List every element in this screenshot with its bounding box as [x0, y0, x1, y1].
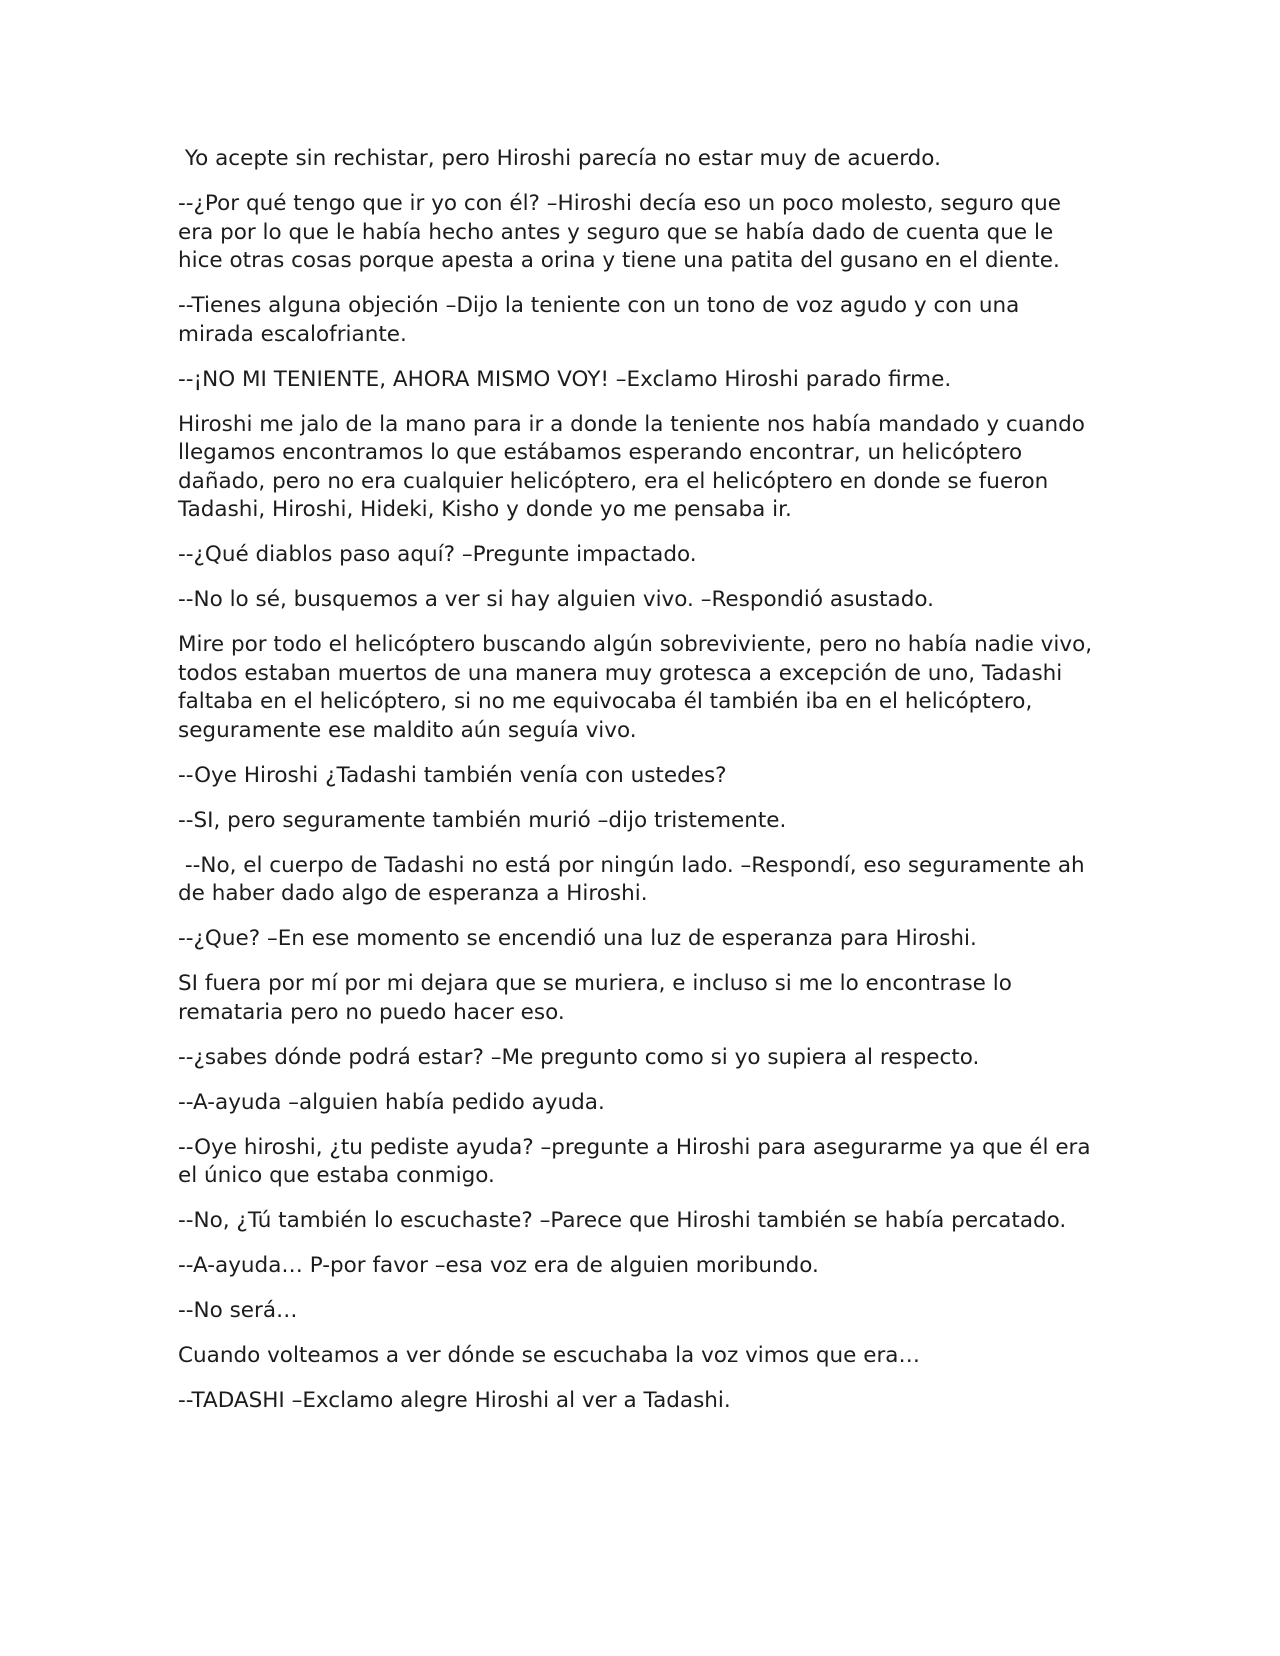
paragraph-4: --¡NO MI TENIENTE, AHORA MISMO VOY! –Exclamo Hiroshi parado firme.: [178, 366, 952, 392]
paragraph-18: --A-ayuda… P-por favor –esa voz era de alguien moribundo.: [178, 1253, 819, 1278]
paragraph-16: --Oye hiroshi, ¿tu pediste ayuda? –pregunte a Hiroshi para asegurarme ya que él era el único que estaba conmigo.: [178, 1134, 1098, 1188]
paragraph-12: --¿Que? –En ese momento se encendió una luz de esperanza para Hiroshi.: [178, 926, 977, 951]
paragraph-8: Mire por todo el helicóptero buscando algún sobreviviente, pero no había nadie vivo, todos estaban muertos de una manera muy grotesca a excepción de uno, Tadashi faltaba en el helicóptero, si no me equivocaba él también iba en el helicóptero, seguramente ese maldito aún seguía vivo.: [178, 632, 1099, 743]
paragraph-10: --SI, pero seguramente también murió –dijo tristemente.: [178, 807, 787, 833]
paragraph-5: Hiroshi me jalo de la mano para ir a donde la teniente nos había mandado y cuando llegamos encontramos lo que estábamos esperando encontrar, un helicóptero dañado, pero no era cualquier helicóptero, era el helicóptero en donde se fueron Tadashi, Hiroshi, Hideki, Kisho y donde yo me pensaba ir.: [178, 411, 1092, 522]
paragraph-7: --No lo sé, busquemos a ver si hay alguien vivo. –Respondió asustado.: [178, 587, 934, 612]
paragraph-20: Cuando volteamos a ver dónde se escuchaba la voz vimos que era…: [178, 1343, 920, 1368]
document-body: [178, 145, 1098, 1432]
paragraph-1: Yo acepte sin rechistar, pero Hiroshi parecía no estar muy de acuerdo.: [178, 146, 941, 171]
paragraph-9: --Oye Hiroshi ¿Tadashi también venía con ustedes?: [178, 762, 727, 788]
paragraph-21: --TADASHI –Exclamo alegre Hiroshi al ver a Tadashi.: [178, 1388, 731, 1413]
paragraph-11: --No, el cuerpo de Tadashi no está por ningún lado. –Respondí, eso seguramente ah de haber dado algo de esperanza a Hiroshi.: [178, 852, 1092, 906]
paragraph-6: --¿Qué diablos paso aquí? –Pregunte impactado.: [178, 542, 697, 567]
paragraph-15: --A-ayuda –alguien había pedido ayuda.: [178, 1089, 605, 1115]
paragraph-14: --¿sabes dónde podrá estar? –Me pregunto como si yo supiera al respecto.: [178, 1044, 980, 1070]
paragraph-13: SI fuera por mí por mi dejara que se muriera, e incluso si me lo encontrase lo remataria pero no puedo hacer eso.: [178, 971, 1019, 1025]
paragraph-2: --¿Por qué tengo que ir yo con él? –Hiroshi decía eso un poco molesto, seguro que era por lo que le había hecho antes y seguro que se había dado de cuenta que le hice otras cosas porque apesta a orina y tiene una patita del gusano en el diente.: [178, 191, 1068, 273]
paragraph-3: --Tienes alguna objeción –Dijo la teniente con un tono de voz agudo y con una mirada escalofriante.: [178, 293, 1027, 347]
paragraph-19: --No será…: [178, 1298, 298, 1323]
paragraph-17: --No, ¿Tú también lo escuchaste? –Parece que Hiroshi también se había percatado.: [178, 1208, 1067, 1233]
